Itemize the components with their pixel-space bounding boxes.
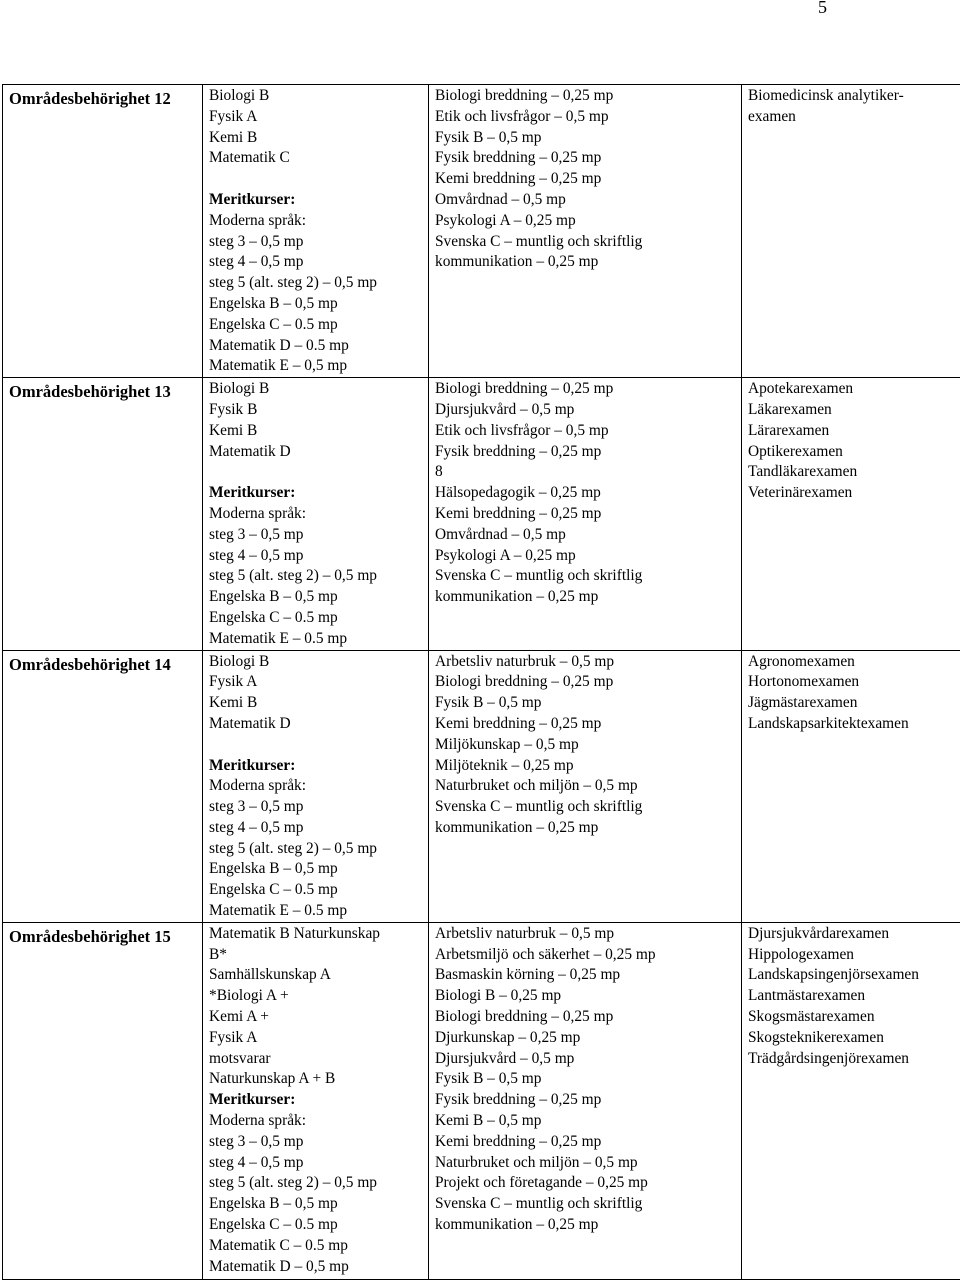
merit-course: Moderna språk: — [209, 776, 422, 797]
extra-course: Arbetsmiljö och säkerhet – 0,25 mp — [435, 945, 735, 966]
table-row — [3, 922, 960, 1279]
extra-course: Arbetsliv naturbruk – 0,5 mp — [435, 924, 735, 945]
merit-course: Engelska C – 0.5 mp — [209, 1215, 422, 1236]
area-title: Områdesbehörighet 14 — [9, 652, 196, 676]
requirement-course: Kemi B — [209, 128, 422, 149]
extra-course: Svenska C – muntlig och skriftlig — [435, 232, 735, 253]
extra-course: Biologi breddning – 0,25 mp — [435, 672, 735, 693]
area-title: Områdesbehörighet 15 — [9, 924, 196, 948]
degree: Skogsteknikerexamen — [748, 1028, 954, 1049]
degrees-cell — [742, 922, 960, 1279]
spacer — [209, 462, 422, 483]
extra-course: Kemi B – 0,5 mp — [435, 1111, 735, 1132]
degree: Tandläkarexamen — [748, 462, 954, 483]
extra-course: Hälsopedagogik – 0,25 mp — [435, 483, 735, 504]
merit-heading: Meritkurser: — [209, 483, 422, 504]
merit-course: Matematik E – 0.5 mp — [209, 629, 422, 650]
requirement-course: Biologi B — [209, 86, 422, 107]
requirement-course: Matematik D — [209, 442, 422, 463]
merit-heading: Meritkurser: — [209, 756, 422, 777]
requirement-course: Matematik D — [209, 714, 422, 735]
extra-course: Omvårdnad – 0,5 mp — [435, 190, 735, 211]
extra-courses-cell — [429, 85, 742, 378]
requirement-course: Fysik B — [209, 400, 422, 421]
requirement-course: B* — [209, 945, 422, 966]
area-cell — [3, 922, 203, 1279]
merit-course: steg 4 – 0,5 mp — [209, 818, 422, 839]
spacer — [209, 735, 422, 756]
merit-course: steg 5 (alt. steg 2) – 0,5 mp — [209, 1173, 422, 1194]
merit-course: Matematik E – 0.5 mp — [209, 901, 422, 922]
extra-course: kommunikation – 0,25 mp — [435, 818, 735, 839]
merit-course: steg 4 – 0,5 mp — [209, 252, 422, 273]
degrees-cell — [742, 650, 960, 922]
extra-course: Miljökunskap – 0,5 mp — [435, 735, 735, 756]
extra-course: Miljöteknik – 0,25 mp — [435, 756, 735, 777]
merit-course: Moderna språk: — [209, 1111, 422, 1132]
requirement-course: *Biologi A + — [209, 986, 422, 1007]
extra-course: Fysik B – 0,5 mp — [435, 693, 735, 714]
extra-course: Basmaskin körning – 0,25 mp — [435, 965, 735, 986]
extra-course: Naturbruket och miljön – 0,5 mp — [435, 776, 735, 797]
degree: Apotekarexamen — [748, 379, 954, 400]
merit-course: Matematik D – 0,5 mp — [209, 1257, 422, 1278]
extra-course: 8 — [435, 462, 735, 483]
merit-course: steg 3 – 0,5 mp — [209, 797, 422, 818]
degree: Läkarexamen — [748, 400, 954, 421]
merit-course: Matematik E – 0,5 mp — [209, 356, 422, 377]
extra-course: kommunikation – 0,25 mp — [435, 252, 735, 273]
degree: Jägmästarexamen — [748, 693, 954, 714]
requirement-course: Fysik A — [209, 1028, 422, 1049]
extra-courses-cell — [429, 378, 742, 650]
requirements-cell — [203, 85, 429, 378]
extra-course: Arbetsliv naturbruk – 0,5 mp — [435, 652, 735, 673]
degree: Biomedicinsk analytiker- — [748, 86, 954, 107]
degrees-cell — [742, 378, 960, 650]
merit-course: Engelska C – 0.5 mp — [209, 315, 422, 336]
degree: Trädgårdsingenjörexamen — [748, 1049, 954, 1070]
extra-course: Svenska C – muntlig och skriftlig — [435, 797, 735, 818]
requirements-cell — [203, 922, 429, 1279]
extra-course: Etik och livsfrågor – 0,5 mp — [435, 421, 735, 442]
merit-heading: Meritkurser: — [209, 1090, 422, 1111]
merit-course: Moderna språk: — [209, 504, 422, 525]
merit-course: Engelska C – 0.5 mp — [209, 880, 422, 901]
requirement-course: Fysik A — [209, 672, 422, 693]
merit-course: steg 3 – 0,5 mp — [209, 1132, 422, 1153]
merit-course: steg 5 (alt. steg 2) – 0,5 mp — [209, 839, 422, 860]
requirement-course: Matematik B Naturkunskap — [209, 924, 422, 945]
requirement-course: Kemi A + — [209, 1007, 422, 1028]
page-number: 5 — [818, 0, 827, 18]
extra-course: Kemi breddning – 0,25 mp — [435, 504, 735, 525]
merit-course: steg 4 – 0,5 mp — [209, 546, 422, 567]
degree: Skogsmästarexamen — [748, 1007, 954, 1028]
merit-course: Engelska B – 0,5 mp — [209, 587, 422, 608]
merit-course: steg 5 (alt. steg 2) – 0,5 mp — [209, 566, 422, 587]
table-row — [3, 378, 960, 650]
extra-courses-cell — [429, 650, 742, 922]
extra-course: Biologi B – 0,25 mp — [435, 986, 735, 1007]
extra-course: kommunikation – 0,25 mp — [435, 587, 735, 608]
requirement-course: Naturkunskap A + B — [209, 1069, 422, 1090]
table-row — [3, 85, 960, 378]
extra-course: Svenska C – muntlig och skriftlig — [435, 566, 735, 587]
requirement-course: Biologi B — [209, 652, 422, 673]
degree: Optikerexamen — [748, 442, 954, 463]
degree: Veterinärexamen — [748, 483, 954, 504]
extra-course: Djursjukvård – 0,5 mp — [435, 1049, 735, 1070]
merit-heading: Meritkurser: — [209, 190, 422, 211]
extra-course: Djursjukvård – 0,5 mp — [435, 400, 735, 421]
merit-course: steg 3 – 0,5 mp — [209, 525, 422, 546]
requirement-course: Matematik C — [209, 148, 422, 169]
degree: Hortonomexamen — [748, 672, 954, 693]
extra-course: Biologi breddning – 0,25 mp — [435, 379, 735, 400]
extra-course: Fysik breddning – 0,25 mp — [435, 442, 735, 463]
degree: Lantmästarexamen — [748, 986, 954, 1007]
area-title: Områdesbehörighet 13 — [9, 379, 196, 403]
extra-course: Biologi breddning – 0,25 mp — [435, 1007, 735, 1028]
requirements-cell — [203, 650, 429, 922]
extra-course: Psykologi A – 0,25 mp — [435, 546, 735, 567]
degree: Lärarexamen — [748, 421, 954, 442]
merit-course: steg 4 – 0,5 mp — [209, 1153, 422, 1174]
merit-course: Engelska B – 0,5 mp — [209, 294, 422, 315]
area-cell — [3, 378, 203, 650]
area-cell — [3, 650, 203, 922]
requirement-course: Biologi B — [209, 379, 422, 400]
extra-course: Biologi breddning – 0,25 mp — [435, 86, 735, 107]
extra-course: Psykologi A – 0,25 mp — [435, 211, 735, 232]
extra-courses-cell — [429, 922, 742, 1279]
requirement-course: motsvarar — [209, 1049, 422, 1070]
merit-course: steg 5 (alt. steg 2) – 0,5 mp — [209, 273, 422, 294]
extra-course: Fysik breddning – 0,25 mp — [435, 148, 735, 169]
degrees-cell — [742, 85, 960, 378]
extra-course: Naturbruket och miljön – 0,5 mp — [435, 1153, 735, 1174]
merit-course: Engelska C – 0.5 mp — [209, 608, 422, 629]
spacer — [209, 169, 422, 190]
extra-course: Fysik B – 0,5 mp — [435, 1069, 735, 1090]
degree: examen — [748, 107, 954, 128]
extra-course: Kemi breddning – 0,25 mp — [435, 1132, 735, 1153]
extra-course: Kemi breddning – 0,25 mp — [435, 714, 735, 735]
extra-course: Fysik breddning – 0,25 mp — [435, 1090, 735, 1111]
requirements-cell — [203, 378, 429, 650]
degree: Landskapsingenjörsexamen — [748, 965, 954, 986]
extra-course: Projekt och företagande – 0,25 mp — [435, 1173, 735, 1194]
extra-course: kommunikation – 0,25 mp — [435, 1215, 735, 1236]
degree: Landskapsarkitektexamen — [748, 714, 954, 735]
degree: Hippologexamen — [748, 945, 954, 966]
extra-course: Omvårdnad – 0,5 mp — [435, 525, 735, 546]
extra-course: Fysik B – 0,5 mp — [435, 128, 735, 149]
requirement-course: Kemi B — [209, 693, 422, 714]
area-title: Områdesbehörighet 12 — [9, 86, 196, 110]
extra-course: Etik och livsfrågor – 0,5 mp — [435, 107, 735, 128]
requirement-course: Kemi B — [209, 421, 422, 442]
merit-course: Matematik D – 0.5 mp — [209, 336, 422, 357]
merit-course: Matematik C – 0.5 mp — [209, 1236, 422, 1257]
degree: Djursjukvårdarexamen — [748, 924, 954, 945]
area-cell — [3, 85, 203, 378]
merit-course: Moderna språk: — [209, 211, 422, 232]
degree: Agronomexamen — [748, 652, 954, 673]
extra-course: Kemi breddning – 0,25 mp — [435, 169, 735, 190]
merit-course: steg 3 – 0,5 mp — [209, 232, 422, 253]
requirement-course: Fysik A — [209, 107, 422, 128]
requirement-course: Samhällskunskap A — [209, 965, 422, 986]
extra-course: Svenska C – muntlig och skriftlig — [435, 1194, 735, 1215]
merit-course: Engelska B – 0,5 mp — [209, 859, 422, 880]
extra-course: Djurkunskap – 0,25 mp — [435, 1028, 735, 1049]
merit-course: Engelska B – 0,5 mp — [209, 1194, 422, 1215]
eligibility-table — [2, 84, 960, 1280]
table-row — [3, 650, 960, 922]
